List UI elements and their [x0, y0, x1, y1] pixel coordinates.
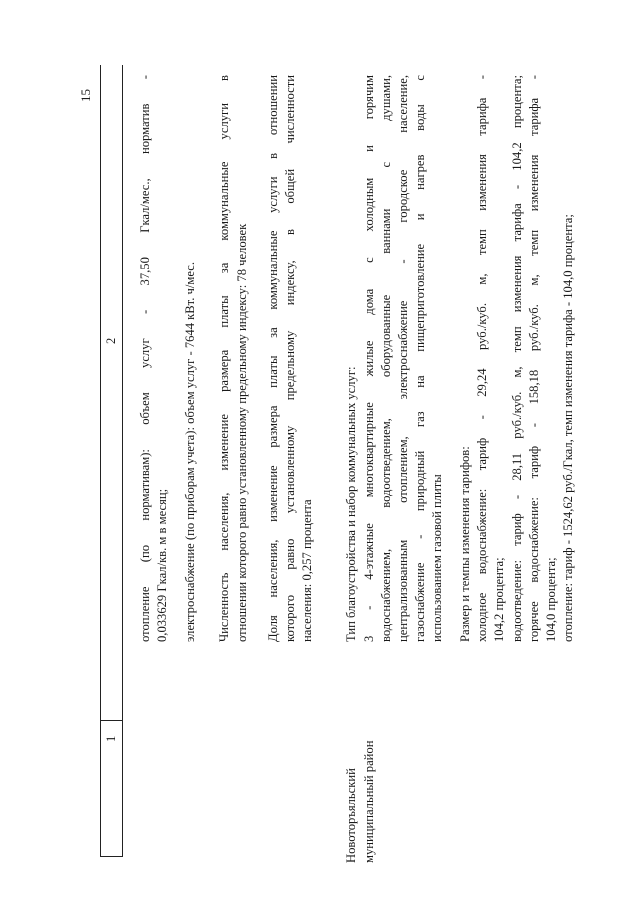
- housing-line-3: водоснабжением, водоотведением, оборудованные ваннами с душами,: [379, 75, 393, 642]
- tariffs-line-1: Размер и темпы изменения тарифов:: [458, 446, 472, 642]
- share-line-2: которого равно установленному предельному индексу, в общей численности: [283, 75, 297, 642]
- housing-line-2: 3 - 4-этажные многоквартирные жилые дома с холодным и горячим: [362, 75, 376, 642]
- population-line-1: Численность населения, изменение размера платы за коммунальные услуги в: [217, 75, 231, 642]
- population-line-2: отношении которого равно установленному предельному индексу: 78 человек: [235, 223, 249, 642]
- tariffs-line-5: горячее водоснабжение: тариф - 158,18 руб./куб. м, темп изменения тарифа -: [527, 75, 541, 642]
- region-name-line-1: Новоторъяльский: [344, 768, 358, 863]
- housing-line-1: Тип благоустройства и набор коммунальных услуг:: [344, 366, 358, 642]
- left-table-border: [100, 856, 122, 857]
- heating-line-2: 0,033629 Гкал/кв. м в месяц;: [155, 488, 169, 642]
- tariffs-line-2: холодное водоснабжение: тариф - 29,24 руб./куб. м, темп изменения тарифа -: [475, 75, 489, 642]
- tariffs-line-6: 104,0 процента;: [544, 557, 558, 642]
- tariffs-line-3: 104,2 процента;: [492, 557, 506, 642]
- housing-line-6: использованием газовой плиты: [430, 474, 444, 642]
- column-1-header: 1: [104, 735, 118, 742]
- share-line-3: населения: 0,257 процента: [300, 499, 314, 642]
- table-top-rule: [100, 65, 101, 857]
- header-bottom-rule: [122, 65, 123, 857]
- region-name-line-2: муниципальный район: [362, 740, 376, 863]
- housing-line-5: газоснабжение - природный газ на пищеприготовление и нагрев воды с: [413, 75, 427, 642]
- tariffs-line-4: водоотведение: тариф - 28,11 руб./куб. м, темп изменения тарифа - 104,2 процента;: [510, 75, 524, 642]
- housing-line-4: централизованным отоплением, электроснабжение - городское население,: [396, 75, 410, 642]
- column-2-header: 2: [104, 337, 118, 344]
- column-divider-header: [100, 720, 122, 721]
- electricity-line: электроснабжение (по приборам учета): объем услуг - 7644 кВт. ч/мес.: [183, 262, 197, 642]
- heating-line-1: отопление (по нормативам): объем услуг - 37,50 Гкал/мес., норматив -: [138, 75, 152, 642]
- page-number: 15: [78, 89, 93, 102]
- tariffs-line-7: отопление: тариф - 1524,62 руб./Гкал, темп изменения тарифа - 104,0 процента;: [561, 214, 575, 642]
- share-line-1: Доля населения, изменение размера платы за коммунальные услуги в отношении: [266, 75, 280, 642]
